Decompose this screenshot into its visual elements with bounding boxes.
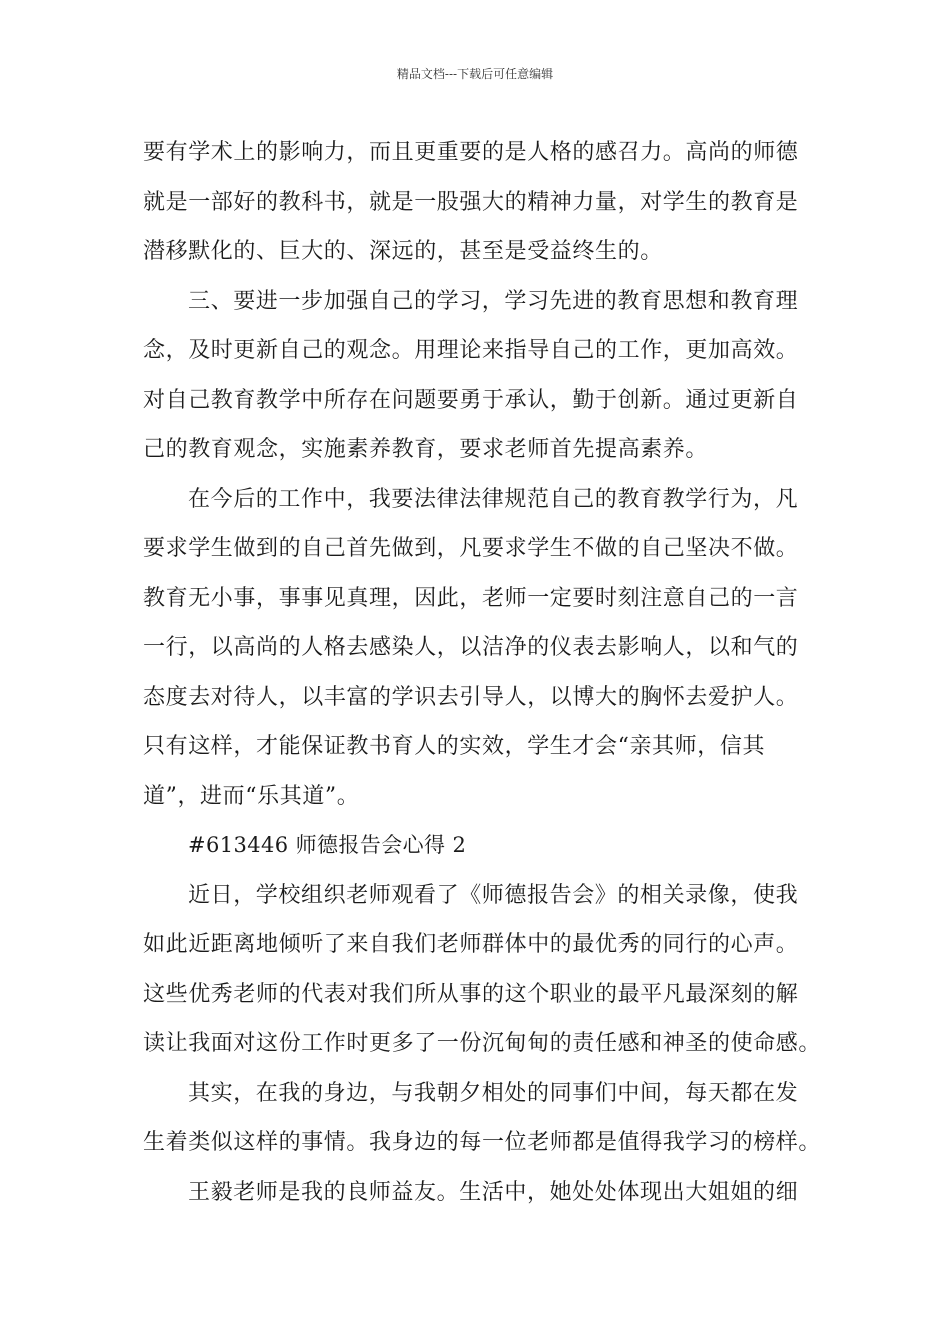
document-body (143, 128, 822, 1217)
paragraph-2 (143, 277, 807, 475)
paragraph-line: 对自己教育教学中所存在问题要勇于承认，勤于创新。通过更新自 (143, 387, 799, 413)
paragraph-line: 潜移默化的、巨大的、深远的，甚至是受益终生的。 (143, 239, 663, 264)
paragraph-line: 就是一部好的教科书，就是一股强大的精神力量，对学生的教育是 (143, 189, 799, 215)
paragraph-6 (143, 1168, 807, 1218)
paragraph-line: 这些优秀老师的代表对我们所从事的这个职业的最平凡最深刻的解 (143, 981, 799, 1007)
paragraph-line: 如此近距离地倾听了来自我们老师群体中的最优秀的同行的心声。 (143, 932, 799, 957)
paragraph-line: 要有学术上的影响力，而且更重要的是人格的感召力。高尚的师德 (143, 140, 799, 165)
paragraph-5 (143, 1069, 822, 1168)
paragraph-3 (143, 475, 807, 822)
paragraph-line: 在今后的工作中，我要法律法律规范自己的教育教学行为，凡 (188, 486, 799, 512)
paragraph-line: 生着类似这样的事情。我身边的每一位老师都是值得我学习的榜样。 (143, 1130, 822, 1155)
paragraph-line: 己的教育观念，实施素养教育，要求老师首先提高素养。 (143, 437, 709, 462)
paragraph-line: 道”，进而“乐其道”。 (143, 783, 360, 809)
paragraph-line: 态度去对待人，以丰富的学识去引导人，以博大的胸怀去爱护人。 (143, 684, 799, 710)
paragraph-4 (143, 871, 822, 1069)
paragraph-line: 近日，学校组织老师观看了《师德报告会》的相关录像，使我 (188, 882, 799, 908)
paragraph-line: 只有这样，才能保证教书育人的实效，学生才会“亲其师，信其 (143, 734, 766, 759)
paragraph-line: 要求学生做到的自己首先做到，凡要求学生不做的自己坚决不做。 (143, 536, 799, 561)
page-header: 精品文档---下载后可任意编辑 (396, 67, 554, 81)
paragraph-line: 其实，在我的身边，与我朝夕相处的同事们中间，每天都在发 (188, 1080, 799, 1106)
paragraph-line: 一行，以高尚的人格去感染人，以洁净的仪表去影响人，以和气的 (143, 635, 799, 660)
section-heading: #613446 师德报告会心得 2 (188, 833, 467, 857)
paragraph-line: 读让我面对这份工作时更多了一份沉甸甸的责任感和神圣的使命感。 (143, 1031, 822, 1056)
paragraph-line: 王毅老师是我的良师益友。生活中，她处处体现出大姐姐的细 (188, 1179, 799, 1205)
paragraph-line: 念，及时更新自己的观念。用理论来指导自己的工作，更加高效。 (143, 338, 799, 363)
paragraph-line: 教育无小事，事事见真理，因此，老师一定要时刻注意自己的一言 (143, 585, 799, 611)
paragraph-line: 三、要进一步加强自己的学习，学习先进的教育思想和教育理 (188, 288, 799, 314)
paragraph-1 (143, 128, 807, 277)
